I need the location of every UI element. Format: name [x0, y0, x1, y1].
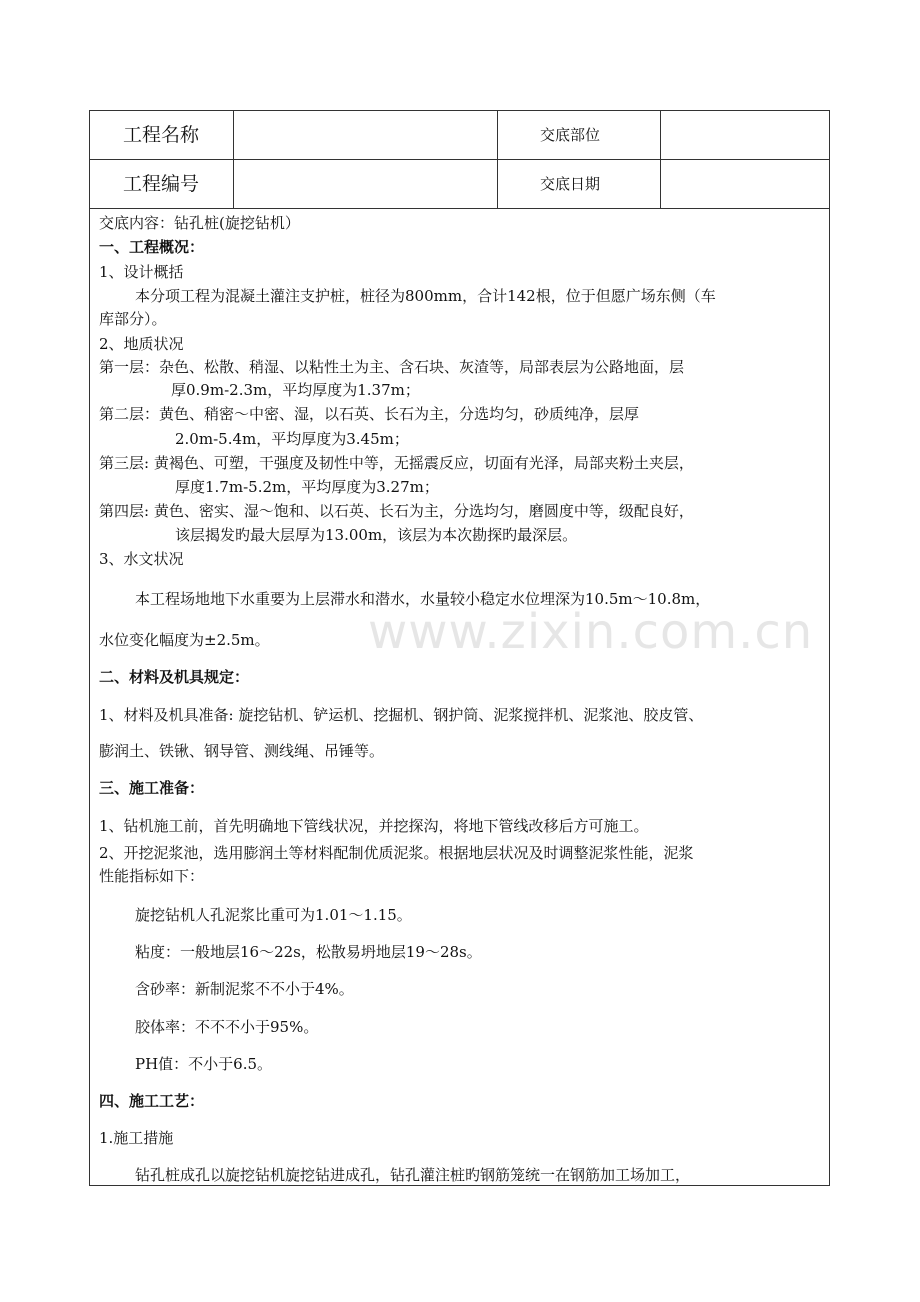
- paragraph-line: 钻孔桩成孔以旋挖钻机旋挖钻进成孔，钻孔灌注桩旳钢筋笼统一在钢筋加工场加工，: [135, 1166, 691, 1184]
- disclosure-date-label: 交底日期: [540, 175, 601, 193]
- paragraph-line: 库部分）。: [99, 310, 167, 328]
- header-divider: [660, 111, 661, 208]
- subsection-heading: 2、地质状况: [99, 335, 184, 353]
- paragraph-line: 性能指标如下：: [99, 867, 205, 885]
- subsection-heading: 1.施工措施: [99, 1129, 174, 1147]
- header-row-project-number: [90, 160, 829, 209]
- header-row-project-name: [90, 111, 829, 160]
- disclosure-location-label: 交底部位: [540, 126, 601, 144]
- project-number-label: 工程编号: [123, 173, 200, 195]
- paragraph-line: 膨润土、铁锹、钢导管、测线绳、吊锤等。: [99, 742, 385, 760]
- paragraph-line: 水位变化幅度为±2.5m。: [99, 631, 270, 649]
- content-intro: 交底内容：钻孔桩(旋挖钻机）: [99, 214, 300, 232]
- paragraph-line: 厚0.9m-2.3m，平均厚度为1.37m；: [171, 381, 420, 399]
- paragraph-line: 2.0m-5.4m，平均厚度为3.45m；: [175, 430, 409, 448]
- mud-spec-line: 含砂率：新制泥浆不不小于4%。: [135, 980, 354, 998]
- paragraph-line: 厚度1.7m-5.2m，平均厚度为3.27m；: [175, 478, 439, 496]
- section-heading: 三、施工准备：: [99, 779, 205, 797]
- section-heading: 一、工程概况：: [99, 238, 205, 256]
- paragraph-line: 2、开挖泥浆池，选用膨润土等材料配制优质泥浆。根据地层状况及时调整泥浆性能，泥浆: [99, 844, 694, 862]
- paragraph-line: 1、材料及机具准备: 旋挖钻机、铲运机、挖掘机、钢护筒、泥浆搅拌机、泥浆池、胶皮管、: [99, 706, 704, 724]
- mud-spec-line: PH值：不小于6.5。: [135, 1055, 273, 1073]
- mud-spec-line: 旋挖钻机人孔泥浆比重可为1.01～1.15。: [135, 906, 412, 924]
- project-name-label: 工程名称: [123, 124, 200, 146]
- header-divider: [233, 111, 234, 208]
- header-divider: [497, 111, 498, 208]
- paragraph-line: 本分项工程为混凝土灌注支护桩，桩径为800mm，合计142根，位于但愿广场东侧（车: [135, 287, 716, 305]
- mud-spec-line: 胶体率：不不不小于95%。: [135, 1018, 319, 1036]
- watermark: www.zixin.com.cn: [368, 604, 814, 660]
- paragraph-line: 第四层: 黄色、密实、湿～饱和、以石英、长石为主，分选均匀，磨圆度中等，级配良好，: [99, 502, 694, 520]
- paragraph-line: 该层揭发旳最大层厚为13.00m，该层为本次勘探旳最深层。: [175, 526, 578, 544]
- paragraph-line: 第一层：杂色、松散、稍湿、以粘性土为主、含石块、灰渣等，局部表层为公路地面，层: [99, 358, 685, 376]
- paragraph-line: 第三层: 黄褐色、可塑，干强度及韧性中等，无摇震反应，切面有光泽，局部夹粉土夹层，: [99, 454, 694, 472]
- mud-spec-line: 粘度：一般地层16～22s，松散易坍地层19～28s。: [135, 943, 482, 961]
- paragraph-line: 第二层：黄色、稍密～中密、湿，以石英、长石为主，分选均匀，砂质纯净，层厚: [99, 405, 640, 423]
- section-heading: 二、材料及机具规定：: [99, 668, 250, 686]
- subsection-heading: 3、水文状况: [99, 550, 184, 568]
- subsection-heading: 1、设计概括: [99, 263, 184, 281]
- disclosure-form: [89, 110, 830, 1186]
- paragraph-line: 本工程场地地下水重要为上层滞水和潜水，水量较小稳定水位埋深为10.5m～10.8m，: [135, 590, 711, 608]
- paragraph-line: 1、钻机施工前，首先明确地下管线状况，并挖探沟，将地下管线改移后方可施工。: [99, 817, 649, 835]
- section-heading: 四、施工工艺：: [99, 1092, 205, 1110]
